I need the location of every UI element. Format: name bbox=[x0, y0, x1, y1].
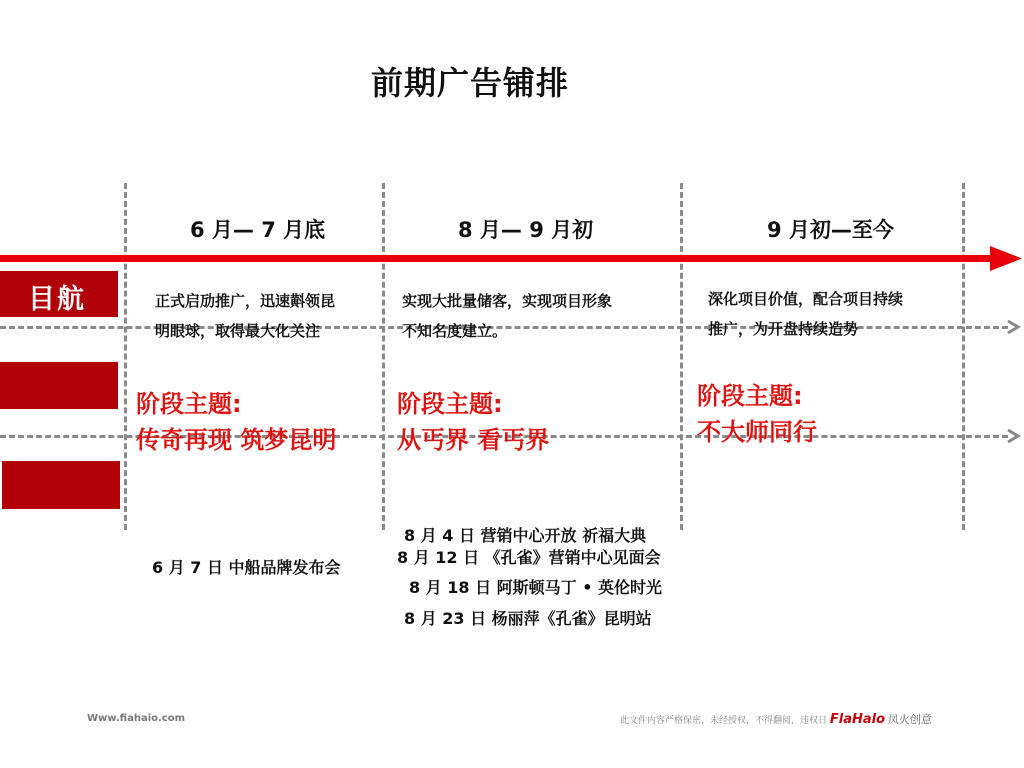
page-title: 前期广告铺排 bbox=[370, 64, 569, 102]
event-item: 8 月 4 日 营销中心开放 祈福大典 bbox=[404, 526, 647, 545]
period-desc-1-line1: 正式启劢推广，迅速斢领昆 bbox=[155, 292, 336, 310]
period-theme-3-text: 不大师同行 bbox=[697, 418, 817, 446]
period-theme-2-title: 阶段主题: bbox=[397, 390, 503, 418]
divider-1 bbox=[124, 183, 127, 530]
divider-3 bbox=[680, 183, 683, 530]
period-desc-2 bbox=[402, 286, 612, 346]
side-box-1-label: 目航 bbox=[28, 284, 86, 315]
period-theme-1-text: 传奇再现 筑梦昆明 bbox=[136, 426, 337, 454]
event-item: 8 月 12 日 《孔雀》营销中心见面会 bbox=[397, 548, 661, 567]
event-item: 8 月 23 日 杨丽萍《孔雀》昆明站 bbox=[404, 609, 652, 628]
guide-arrow-2-icon bbox=[1006, 428, 1022, 444]
side-box-2 bbox=[0, 362, 118, 409]
footer-notice-text: 此文件内容严格保密，未经授权，不得翻阅，违权日 bbox=[620, 716, 828, 726]
period-theme-3 bbox=[697, 378, 817, 450]
period-desc-1-line2: 明眼球，取得最大化关注 bbox=[155, 322, 321, 340]
period-desc-2-line2: 不知名度建立。 bbox=[402, 322, 508, 340]
timeline-arrow bbox=[0, 244, 1024, 274]
period-label-1: 6 月— 7 月底 bbox=[190, 218, 326, 242]
period-desc-1 bbox=[155, 286, 335, 346]
period-theme-1 bbox=[136, 386, 336, 458]
divider-2 bbox=[382, 183, 385, 530]
footer-logo-cn: 凤火创意 bbox=[887, 713, 932, 726]
side-box-1 bbox=[0, 271, 118, 317]
period-theme-2 bbox=[397, 386, 549, 458]
event-item: 6 月 7 日 中船品牌发布会 bbox=[152, 558, 341, 577]
guide-arrow-1-icon bbox=[1006, 319, 1022, 335]
divider-4 bbox=[962, 183, 965, 530]
period-label-2: 8 月— 9 月初 bbox=[458, 218, 594, 242]
period-desc-3 bbox=[708, 284, 903, 344]
period-desc-2-line1: 实现大批量储客，实现项目形象 bbox=[402, 292, 613, 310]
period-theme-2-text: 从丐界 看丐界 bbox=[397, 426, 550, 454]
period-desc-3-line1: 深化项目价值，配合项目持续 bbox=[708, 290, 904, 308]
footer-logo: FlaHalo bbox=[829, 712, 886, 727]
footer-website: Www.fiahaio.com bbox=[87, 713, 186, 724]
period-theme-1-title: 阶段主题: bbox=[136, 390, 242, 418]
period-theme-3-title: 阶段主题: bbox=[697, 382, 803, 410]
side-box-3 bbox=[2, 461, 120, 509]
event-item: 8 月 18 日 阿斯顿马丁 • 英伦时光 bbox=[409, 578, 663, 597]
footer-notice bbox=[620, 711, 932, 727]
period-label-3: 9 月初—至今 bbox=[767, 218, 894, 242]
period-desc-3-line2: 推广，为开盘持续造势 bbox=[708, 320, 859, 338]
